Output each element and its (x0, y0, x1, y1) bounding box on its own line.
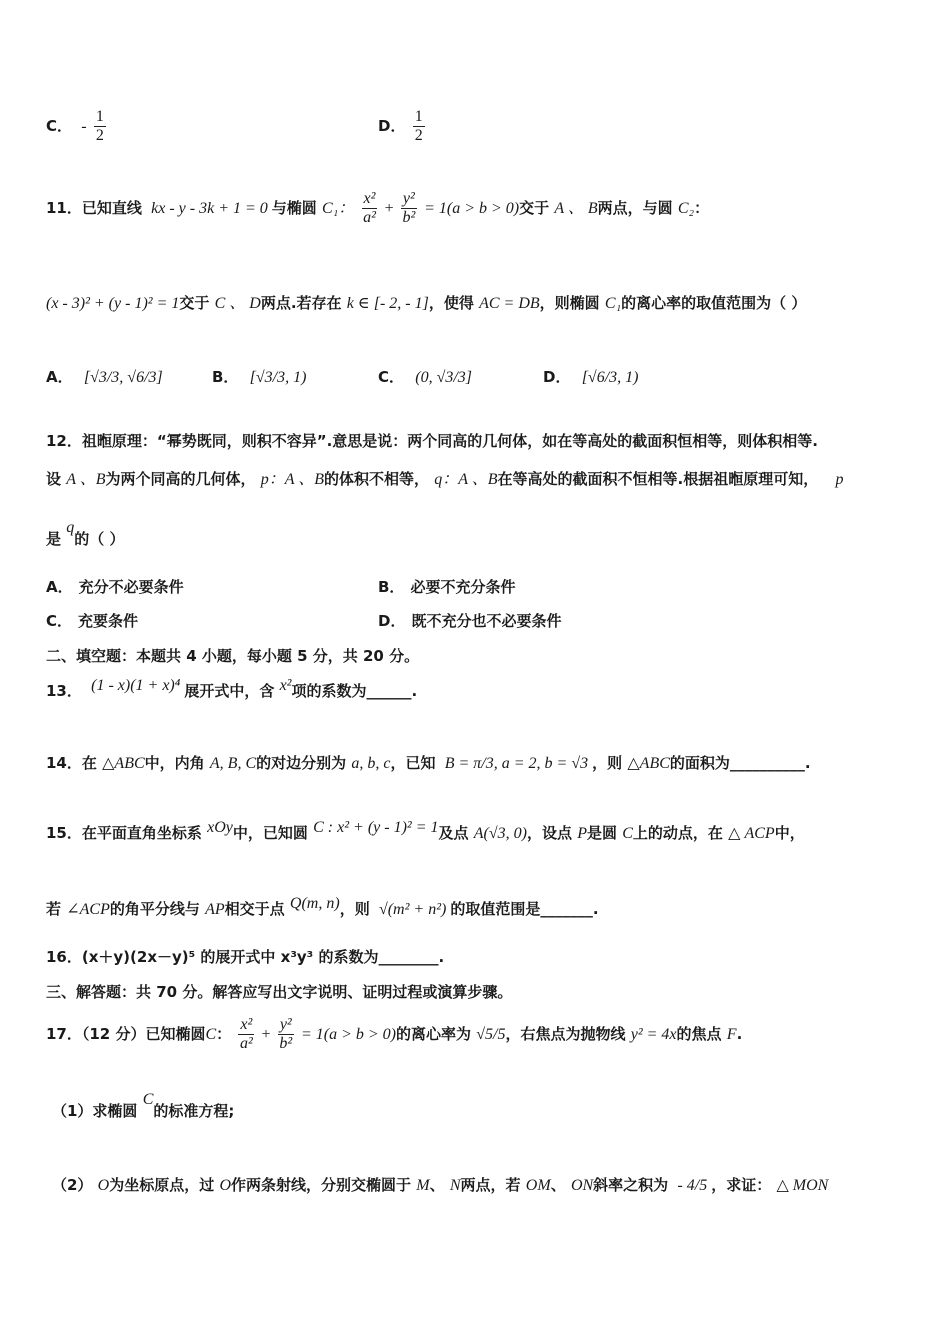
ray-om: OM (525, 1177, 551, 1194)
text: 与椭圆 (271, 199, 317, 217)
text: 为坐标原点，过 (109, 1176, 215, 1194)
line-equation: kx - y - 3k + 1 = 0 (151, 200, 268, 217)
text: 的角平分线与 (109, 900, 200, 918)
origin-o: O (97, 1177, 110, 1194)
text: . (736, 1025, 743, 1043)
option-fraction (94, 108, 106, 145)
text: ，则 (339, 900, 370, 918)
text: ，右焦点为抛物线 (505, 1025, 626, 1043)
text: 中，内角 (144, 754, 205, 772)
text: ： (216, 1025, 232, 1043)
ellipse-c1: C₁ (604, 295, 622, 312)
angle: ∠ACP (66, 901, 110, 918)
text: 作两条射线，分别交椭圆于 (231, 1176, 412, 1194)
circle-name: C₂ (677, 200, 695, 217)
text: 14．在 (46, 754, 97, 772)
text: 斜率之积为 (593, 1176, 669, 1194)
text: 的焦点 (676, 1025, 722, 1043)
section-2-heading: 二、填空题：本题共 4 小题，每小题 5 分，共 20 分。 (46, 647, 420, 665)
focus-f: F (726, 1026, 737, 1043)
text: 展开式中，含 (184, 682, 275, 700)
q11-line-2 (46, 290, 806, 313)
q16: 16．(x＋y)(2x－y)⁵ 的展开式中 x³y³ 的系数为________. (46, 948, 445, 966)
points-cd: C 、 D (214, 295, 261, 312)
math-expression: (1 - x)(1 + x)⁴ (91, 677, 181, 694)
circle-equation: (x - 3)² + (y - 1)² = 1 (46, 295, 180, 312)
text: 相交于点 (224, 900, 285, 918)
text: ，设点 (526, 824, 572, 842)
q11-option-c (378, 366, 472, 387)
q12-option-c (46, 610, 138, 631)
k-range: k ∈ [- 2, - 1] (346, 295, 429, 312)
option-label: C． (378, 368, 405, 386)
math-x2: x² (279, 677, 292, 694)
point-a: A(√3, 0) (473, 825, 527, 842)
text: 为两个同高的几何体， (105, 470, 256, 488)
text: 在等高处的截面积不恒相等.根据祖暅原理可知， (497, 470, 819, 488)
fraction-y2-b2: $\frac{\text{y²}}{\text{b²}}$ (402, 190, 416, 226)
option-text: 充分不必要条件 (78, 578, 184, 596)
option-label: C． (46, 612, 73, 630)
text: 是 (46, 530, 62, 548)
option-sign: - (81, 118, 87, 135)
option-label: C． (46, 117, 73, 135)
text: 17．（12 分）已知椭圆 (46, 1025, 206, 1043)
angles: A, B, C (209, 755, 257, 772)
text: 、 (429, 1176, 445, 1194)
text: 的体积不相等， (324, 470, 430, 488)
sides: a, b, c (351, 755, 391, 772)
option-text: [√3/3, √6/3] (83, 369, 163, 386)
given-conditions: B = π/3, a = 2, b = √3 (444, 755, 589, 772)
text: 及点 (438, 824, 469, 842)
text: ，已知 (390, 754, 436, 772)
text: ，则 (592, 754, 623, 772)
text: 的（ ） (74, 530, 125, 548)
q10-option-c (46, 108, 108, 145)
math-p: p：A 、B (260, 471, 325, 488)
triangle: △ ACP (728, 825, 775, 842)
text: 的面积为__________. (669, 754, 811, 772)
text: 上的动点，在 (632, 824, 723, 842)
text: 已知直线 (81, 199, 142, 217)
fraction-denominator: 2 (414, 127, 423, 144)
text: 的离心率为 (396, 1025, 472, 1043)
option-label: B． (212, 368, 239, 386)
text: 中， (774, 824, 805, 842)
fraction-numerator: 1 (414, 108, 423, 125)
text: 中，已知圆 (232, 824, 308, 842)
point-q: Q(m, n) (289, 895, 340, 912)
circle-c: C (622, 825, 633, 842)
option-label: A． (46, 368, 73, 386)
option-text: 既不充分也不必要条件 (411, 612, 562, 630)
option-text: 充要条件 (78, 612, 139, 630)
q17-part-2 (52, 1174, 828, 1195)
option-text: [√6/3, 1) (581, 369, 639, 386)
q10-option-d (378, 108, 427, 145)
q15-line-2 (46, 895, 599, 919)
question-number: 11． (46, 199, 82, 217)
point-p: P (577, 825, 587, 842)
math-q: q：A 、B (434, 471, 498, 488)
ellipse-tail: = 1(a > b > 0) (424, 200, 520, 217)
origin-o: O (219, 1177, 232, 1194)
q12-line-2 (46, 466, 843, 489)
option-label: A． (46, 578, 73, 596)
text: 两点.若存在 (260, 294, 342, 312)
section-3-heading: 三、解答题：共 70 分。解答应写出文字说明、证明过程或演算步骤。 (46, 983, 513, 1001)
condition: AC = DB (479, 295, 540, 312)
option-label: B． (378, 578, 405, 596)
text: （1）求椭圆 (52, 1102, 138, 1120)
q12-option-d (378, 610, 561, 631)
q12-line-3 (46, 519, 125, 549)
circle-equation: C : x² + (y - 1)² = 1 (313, 819, 439, 836)
eccentricity: √5/5 (476, 1026, 506, 1043)
text: 交于 (519, 199, 550, 217)
triangle: △ABC (627, 755, 670, 772)
ellipse-c: C (205, 1026, 217, 1043)
text: 交于 (179, 294, 210, 312)
ellipse-name: C₁： (322, 200, 355, 217)
text: 的离心率的取值范围为（ ） (621, 294, 807, 312)
option-label: D． (378, 612, 406, 630)
text: 的对边分别为 (256, 754, 347, 772)
ellipse-tail: = 1(a > b > 0) (300, 1026, 396, 1043)
math-xoy: xOy (207, 819, 233, 836)
fraction-y2-b2: $\frac{\text{y²}}{\text{b²}}$ (279, 1016, 293, 1052)
triangle-mon: △ MON (776, 1177, 829, 1194)
text: ，使得 (428, 294, 474, 312)
parabola: y² = 4x (630, 1026, 677, 1043)
segment-ap: AP (205, 901, 225, 918)
q15-line-1 (46, 819, 805, 843)
q14 (46, 752, 811, 773)
option-label: D． (378, 117, 406, 135)
text: 设 (46, 470, 62, 488)
text: 是圆 (587, 824, 618, 842)
math-ab: A 、B (66, 471, 106, 488)
text: 项的系数为______. (291, 682, 418, 700)
point-m: M (416, 1177, 430, 1194)
point-n: N (449, 1177, 461, 1194)
fraction-x2-a2: $\frac{\text{x²}}{\text{a²}}$ (239, 1016, 253, 1052)
points-ab: A 、 B (554, 200, 598, 217)
text: ，则椭圆 (539, 294, 600, 312)
text: 的取值范围是_______. (450, 900, 599, 918)
text: 若 (46, 900, 62, 918)
text: （2） (52, 1176, 93, 1194)
text: 的标准方程; (153, 1102, 235, 1120)
text: ： (694, 199, 710, 217)
option-fraction (413, 108, 425, 145)
q12-option-a (46, 576, 184, 597)
text: ，求证： (711, 1176, 772, 1194)
q11-option-d (543, 366, 638, 387)
slope-product: - 4/5 (677, 1177, 708, 1194)
text: 两点，若 (460, 1176, 521, 1194)
q12-line-1: 12．祖暅原理：“幂势既同，则积不容异”.意思是说：两个同高的几何体，如在等高处的截面积恒相等，则体积相等. (46, 432, 818, 450)
q11-line-1: 11．已知直线 kx - y - 3k + 1 = 0 与椭圆 C₁： $\frac{\text{x²}}{\text{a²}}$ + $\frac{\text{y²}}{\text{b²}}$ = 1(a > b > 0)交于 A 、 B两点，与圆 C₂： (46, 190, 710, 226)
q12-option-b (378, 576, 515, 597)
option-text: (0, √3/3] (415, 369, 473, 386)
option-text: [√3/3, 1) (249, 369, 307, 386)
math-q: q (66, 519, 75, 536)
fraction-x2-a2: $\frac{\text{x²}}{\text{a²}}$ (363, 190, 376, 226)
math-p2: p (835, 471, 844, 488)
option-text: 必要不充分条件 (410, 578, 516, 596)
q17-part-1 (52, 1091, 235, 1121)
q11-option-b (212, 366, 306, 387)
ellipse-c: C (142, 1091, 154, 1108)
ray-on: ON (570, 1177, 594, 1194)
q11-option-a (46, 366, 163, 387)
triangle: △ABC (102, 755, 145, 772)
fraction-denominator: 2 (95, 127, 104, 144)
text: 15．在平面直角坐标系 (46, 824, 202, 842)
sqrt-expression: √(m² + n²) (378, 901, 447, 918)
question-number: 13． (46, 682, 82, 700)
text: 、 (550, 1176, 566, 1194)
q13 (46, 677, 418, 701)
option-label: D． (543, 368, 571, 386)
fraction-numerator: 1 (95, 108, 104, 125)
q17-stem: 17．（12 分）已知椭圆C： $\frac{\text{x²}}{\text{a²}}$ + $\frac{\text{y²}}{\text{b²}}$ = 1(a > b > 0)的离心率为 √5/5，右焦点为抛物线 y² = 4x的焦点 F. (46, 1016, 743, 1052)
text: 两点，与圆 (597, 199, 673, 217)
